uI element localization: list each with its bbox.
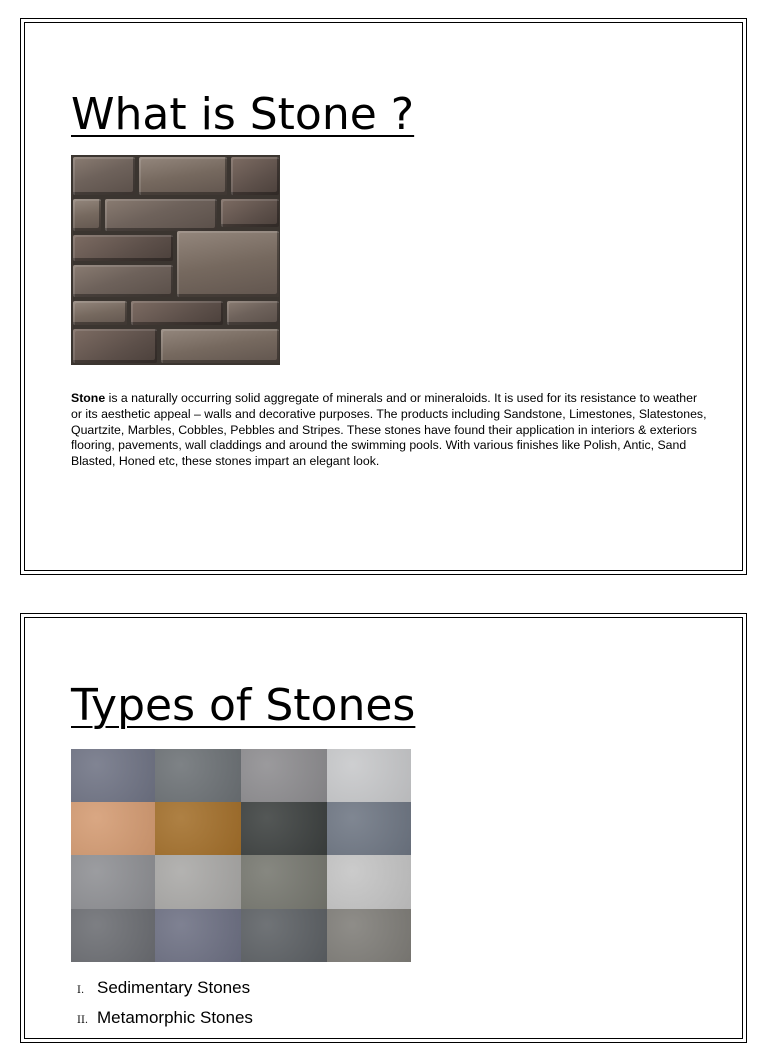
stone-swatch: [241, 909, 327, 962]
stone-description-text: is a naturally occurring solid aggregate of minerals and or mineraloids. It is used for its resistance to weather or its aesthetic appeal – walls and decorative purposes. The products including Sandstone, Limestones, Slatestones, Quartzite, Marbles, Cobbles, Pebbles and Stripes. These stones have found their application in interiors & exteriors flooring, pavements, wall claddings and around the swimming pools. With various finishes like Polish, Antic, Sand Blasted, Honed etc, these stones impart an elegant look.: [71, 391, 707, 469]
stone-swatch: [155, 855, 241, 909]
stone-swatch: [71, 802, 155, 855]
list-item: [77, 978, 253, 1008]
stone-swatch: [327, 749, 411, 802]
stone-swatch: [241, 749, 327, 802]
stone-swatch: [155, 909, 241, 962]
stone-types-list: [77, 978, 253, 1038]
stone-swatch: [71, 855, 155, 909]
stone-term: Stone: [71, 391, 106, 405]
stone-swatch: [71, 909, 155, 962]
stone-swatch: [327, 802, 411, 855]
stone-swatch: [71, 749, 155, 802]
slide-types-of-stones: [20, 613, 747, 1043]
stone-samples-image: [71, 749, 411, 962]
stone-swatch: [327, 855, 411, 909]
stone-swatch: [155, 802, 241, 855]
slide-what-is-stone: [20, 18, 747, 575]
slide-title: Types of Stones: [71, 680, 416, 731]
stone-swatch: [327, 909, 411, 962]
stone-description: [71, 391, 711, 470]
list-item-label: Metamorphic Stones: [97, 1008, 253, 1027]
list-numeral: II.: [77, 1015, 89, 1026]
stone-swatch: [155, 749, 241, 802]
list-item: [77, 1008, 253, 1038]
slide-title: What is Stone ?: [71, 89, 415, 140]
stone-wall-image: [71, 155, 280, 365]
list-numeral: I.: [77, 985, 85, 996]
stone-swatch: [241, 855, 327, 909]
list-item-label: Sedimentary Stones: [97, 978, 251, 997]
stone-swatch: [241, 802, 327, 855]
